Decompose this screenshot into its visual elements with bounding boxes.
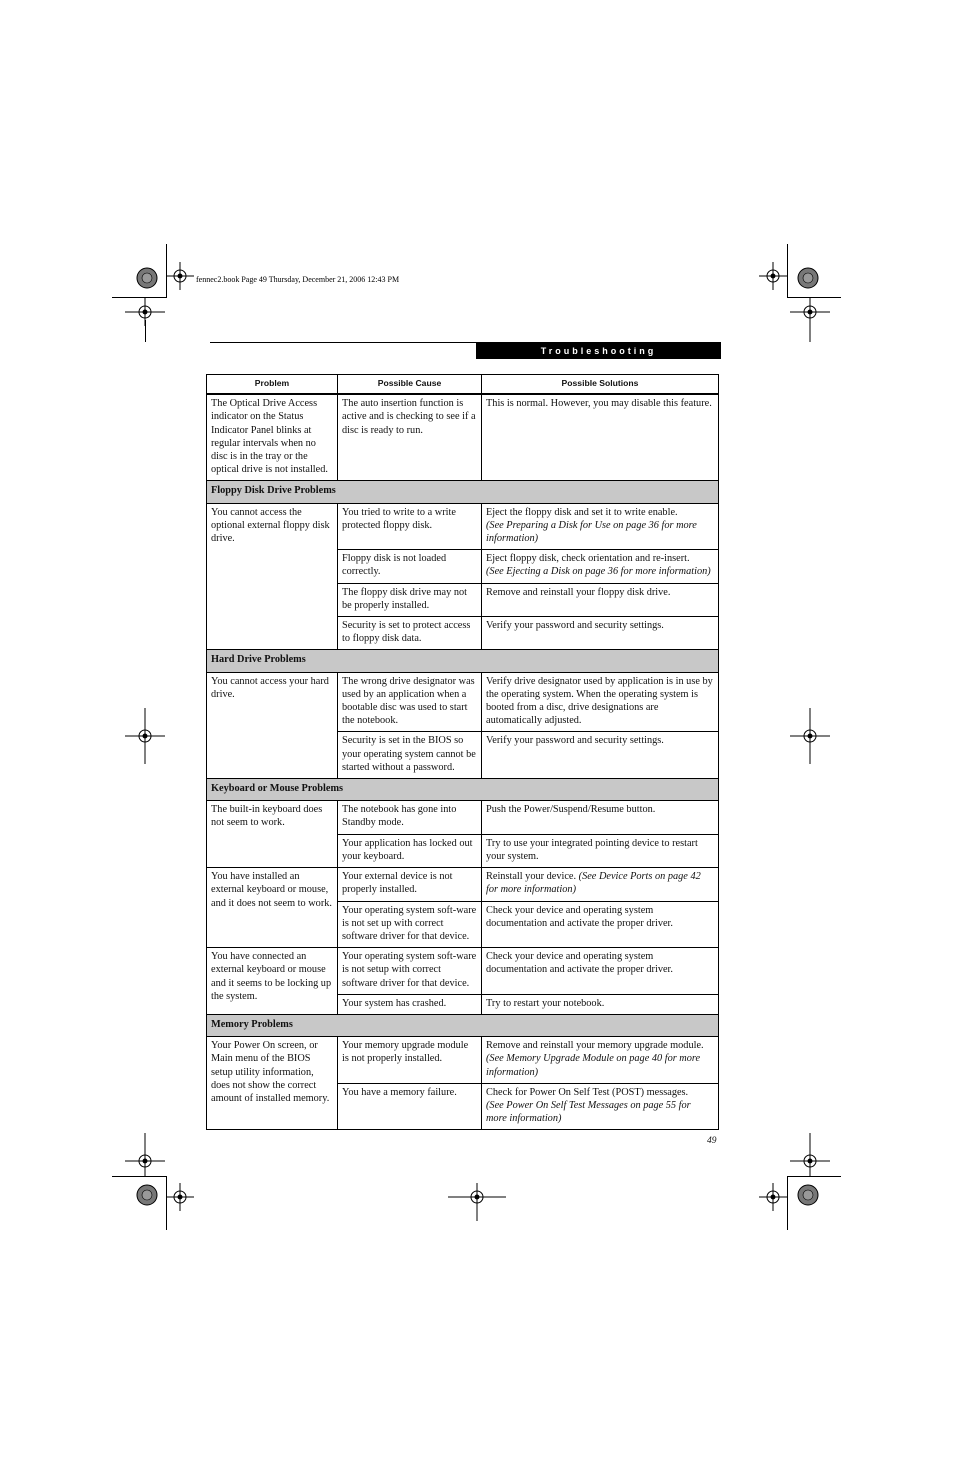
reference-note: (See Power On Self Test Messages on page 55 for more information) [486, 1099, 691, 1125]
table-row [207, 948, 719, 995]
cause-cell: The floppy disk drive may not be properly installed. [338, 583, 482, 616]
crosshair-icon [448, 1183, 506, 1221]
solution-cell: Try to restart your notebook. [482, 994, 719, 1014]
table-row [207, 672, 719, 732]
cause-cell: You have a memory failure. [338, 1083, 482, 1130]
solution-cell: Remove and reinstall your floppy disk drive. [482, 583, 719, 616]
problem-cell: You cannot access your hard drive. [207, 672, 338, 778]
section-row [207, 1014, 719, 1036]
crop-line [787, 1176, 788, 1230]
reference-note: (See Device Ports on page 42 for more information) [486, 871, 701, 896]
cause-cell: Your system has crashed. [338, 994, 482, 1014]
page-number: 49 [707, 1136, 717, 1146]
problem-cell: The built-in keyboard does not seem to work. [207, 801, 338, 868]
cause-cell: Your application has locked out your keyboard. [338, 834, 482, 867]
table-row [207, 801, 719, 834]
table-row [207, 1037, 719, 1084]
crosshair-icon [790, 708, 830, 764]
problem-cell: Your Power On screen, or Main menu of the BIOS setup utility information, does not show the correct amount of installed memory. [207, 1037, 338, 1130]
solution-cell: Try to use your integrated pointing device to restart your system. [482, 834, 719, 867]
section-row [207, 779, 719, 801]
reference-note: (See Memory Upgrade Module on page 40 for more information) [486, 1053, 701, 1078]
cause-cell: Your operating system soft-ware is not setup with correct software driver for that device. [338, 948, 482, 995]
registration-dial-icon [135, 266, 159, 290]
crosshair-icon [790, 298, 830, 342]
cause-cell: Security is set in the BIOS so your operating system cannot be started without a password. [338, 732, 482, 779]
header-rule [210, 342, 476, 343]
crop-line [787, 1176, 841, 1177]
crosshair-icon [166, 1183, 194, 1211]
table-row [207, 503, 719, 550]
registration-dial-icon [135, 1183, 159, 1207]
crop-line [112, 1176, 166, 1177]
solution-cell [482, 503, 719, 550]
crosshair-icon [166, 262, 194, 290]
column-header-problem: Problem [207, 375, 338, 394]
table-row [207, 395, 719, 481]
cause-cell: Your external device is not properly installed. [338, 868, 482, 901]
solution-cell: Check your device and operating system documentation and activate the proper driver. [482, 948, 719, 995]
table-row [207, 868, 719, 901]
section-header: Troubleshooting [476, 342, 721, 359]
crosshair-icon [125, 1133, 165, 1177]
table-header-row [207, 375, 719, 394]
cause-cell: The auto insertion function is active and is checking to see if a disc is ready to run. [338, 395, 482, 481]
solution-cell [482, 550, 719, 583]
solution-cell: Verify your password and security settings. [482, 617, 719, 650]
solution-text: Check for Power On Self Test (POST) messages. [486, 1086, 689, 1098]
problem-cell: You have installed an external keyboard or mouse, and it does not seem to work. [207, 868, 338, 948]
registration-dial-icon [796, 266, 820, 290]
section-title: Memory Problems [207, 1014, 719, 1036]
solution-cell [482, 1037, 719, 1084]
crop-line [787, 244, 788, 298]
crosshair-icon [125, 708, 165, 764]
crosshair-icon [759, 262, 787, 290]
solution-cell [482, 1083, 719, 1130]
reference-note: (See Preparing a Disk for Use on page 36 for more information) [486, 519, 697, 545]
cause-cell: The notebook has gone into Standby mode. [338, 801, 482, 834]
solution-text: Remove and reinstall your memory upgrade module. [486, 1040, 704, 1052]
problem-cell: You cannot access the optional external floppy disk drive. [207, 503, 338, 650]
solution-cell: This is normal. However, you may disable this feature. [482, 395, 719, 481]
column-header-solutions: Possible Solutions [482, 375, 719, 394]
solution-text: Eject floppy disk, check orientation and re-insert. [486, 553, 690, 565]
registration-dial-icon [796, 1183, 820, 1207]
solution-cell: Verify your password and security settings. [482, 732, 719, 779]
solution-text: Eject the floppy disk and set it to write enable. [486, 506, 678, 518]
cause-cell: Your operating system soft-ware is not set up with correct software driver for that device. [338, 901, 482, 948]
solution-cell: Check your device and operating system documentation and activate the proper driver. [482, 901, 719, 948]
cause-cell: The wrong drive designator was used by an application when a bootable disc was used to start the notebook. [338, 672, 482, 732]
section-title: Floppy Disk Drive Problems [207, 481, 719, 503]
solution-cell [482, 868, 719, 901]
solution-cell: Verify drive designator used by application is in use by the operating system. When the operating system is booted from a disc, drive designations are automatically adjusted. [482, 672, 719, 732]
crosshair-icon [790, 1133, 830, 1177]
solution-text: Reinstall your device. [486, 871, 577, 883]
section-row [207, 650, 719, 672]
crop-line [145, 320, 146, 342]
troubleshooting-table [206, 374, 719, 1130]
problem-cell: You have connected an external keyboard or mouse and it seems to be locking up the system. [207, 948, 338, 1015]
problem-cell: The Optical Drive Access indicator on the Status Indicator Panel blinks at regular intervals when no disc is in the tray or the optical drive is not installed. [207, 395, 338, 481]
column-header-cause: Possible Cause [338, 375, 482, 394]
solution-cell: Push the Power/Suspend/Resume button. [482, 801, 719, 834]
crosshair-icon [759, 1183, 787, 1211]
print-info: fennec2.book Page 49 Thursday, December 21, 2006 12:43 PM [196, 275, 400, 284]
cause-cell: You tried to write to a write protected floppy disk. [338, 503, 482, 550]
cause-cell: Security is set to protect access to floppy disk data. [338, 617, 482, 650]
cause-cell: Your memory upgrade module is not properly installed. [338, 1037, 482, 1084]
cause-cell: Floppy disk is not loaded correctly. [338, 550, 482, 583]
reference-note: (See Ejecting a Disk on page 36 for more information) [486, 566, 711, 578]
section-row [207, 481, 719, 503]
section-title: Keyboard or Mouse Problems [207, 779, 719, 801]
section-title: Hard Drive Problems [207, 650, 719, 672]
